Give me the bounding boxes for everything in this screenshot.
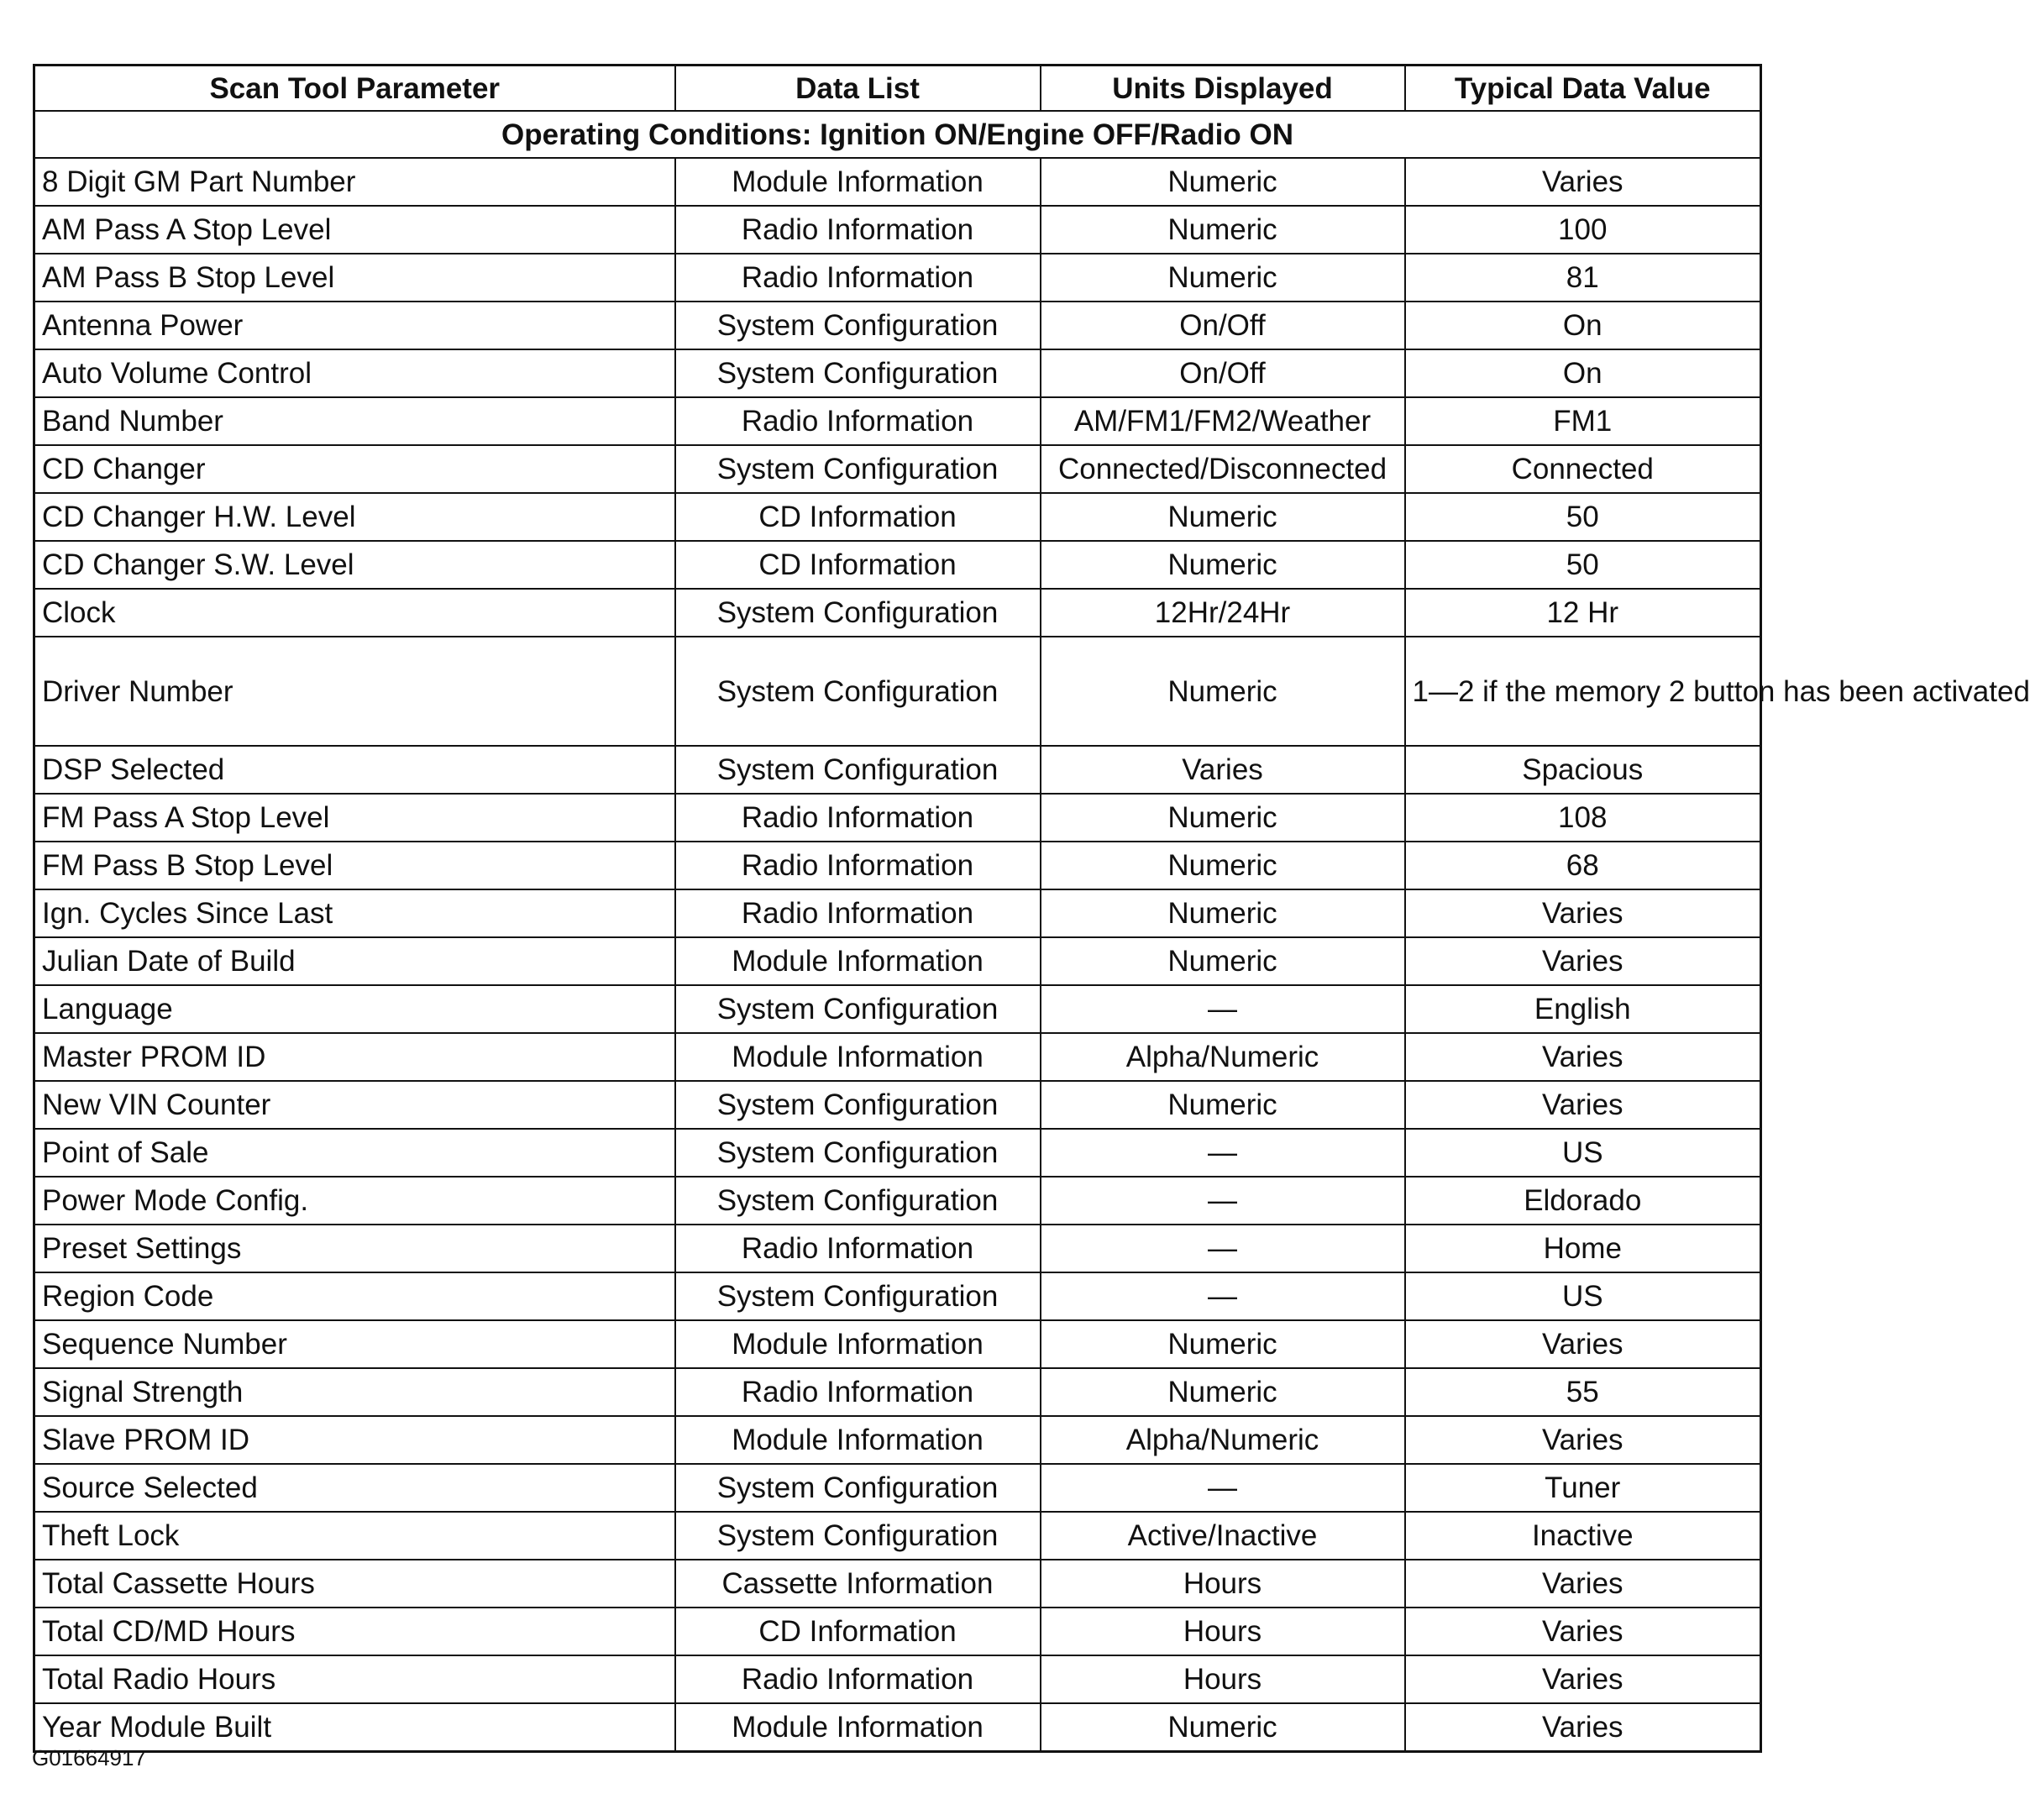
cell-units-displayed: Varies [1041,746,1405,794]
table-row [34,1416,1761,1464]
cell-parameter: AM Pass B Stop Level [34,254,675,302]
cell-typical-data-value: 68 [1405,842,1761,889]
table-row [34,1177,1761,1225]
cell-data-list: System Configuration [675,1464,1041,1512]
cell-data-list: Module Information [675,1033,1041,1081]
cell-data-list: CD Information [675,1608,1041,1655]
cell-parameter: Clock [34,589,675,637]
cell-parameter: Ign. Cycles Since Last [34,889,675,937]
table-row [34,937,1761,985]
cell-typical-data-value: 100 [1405,206,1761,254]
table-row [34,1368,1761,1416]
cell-parameter: Source Selected [34,1464,675,1512]
table-row [34,889,1761,937]
cell-typical-data-value: Varies [1405,1703,1761,1752]
table-row [34,1608,1761,1655]
cell-parameter: FM Pass A Stop Level [34,794,675,842]
table-row [34,1272,1761,1320]
table-row [34,1703,1761,1752]
table-row [34,1655,1761,1703]
table-row [34,349,1761,397]
cell-units-displayed: Numeric [1041,1368,1405,1416]
cell-parameter: Region Code [34,1272,675,1320]
cell-units-displayed: — [1041,985,1405,1033]
cell-data-list: Radio Information [675,206,1041,254]
scan-tool-data-table [33,64,2030,1753]
cell-typical-data-value: Varies [1405,1655,1761,1703]
cell-parameter: Power Mode Config. [34,1177,675,1225]
cell-parameter: 8 Digit GM Part Number [34,158,675,206]
cell-typical-data-value: Varies [1405,1033,1761,1081]
cell-typical-data-value: 12 Hr [1405,589,1761,637]
scan-tool-data-sheet [33,64,2030,1753]
cell-units-displayed: Connected/Disconnected [1041,445,1405,493]
cell-units-displayed: — [1041,1225,1405,1272]
cell-data-list: System Configuration [675,349,1041,397]
cell-data-list: Radio Information [675,889,1041,937]
cell-units-displayed: — [1041,1272,1405,1320]
cell-parameter: Master PROM ID [34,1033,675,1081]
cell-units-displayed: Alpha/Numeric [1041,1416,1405,1464]
cell-typical-data-value: 81 [1405,254,1761,302]
cell-units-displayed: Numeric [1041,889,1405,937]
table-row [34,254,1761,302]
column-header-typical-data-value: Typical Data Value [1405,66,1761,112]
table-row [34,842,1761,889]
cell-parameter: Signal Strength [34,1368,675,1416]
cell-data-list: System Configuration [675,1512,1041,1560]
cell-typical-data-value: Varies [1405,1081,1761,1129]
operating-conditions-label: Operating Conditions: Ignition ON/Engine OFF/Radio ON [34,111,1761,158]
cell-typical-data-value: Spacious [1405,746,1761,794]
cell-parameter: DSP Selected [34,746,675,794]
cell-units-displayed: Active/Inactive [1041,1512,1405,1560]
table-row [34,1560,1761,1608]
cell-parameter: CD Changer H.W. Level [34,493,675,541]
cell-data-list: Radio Information [675,397,1041,445]
table-row [34,794,1761,842]
cell-units-displayed: Numeric [1041,637,1405,746]
cell-typical-data-value: Home [1405,1225,1761,1272]
cell-parameter: Antenna Power [34,302,675,349]
cell-parameter: Year Module Built [34,1703,675,1752]
table-row [34,302,1761,349]
cell-units-displayed: Hours [1041,1560,1405,1608]
cell-parameter: Band Number [34,397,675,445]
cell-parameter: CD Changer [34,445,675,493]
cell-data-list: Cassette Information [675,1560,1041,1608]
cell-data-list: Radio Information [675,1368,1041,1416]
cell-units-displayed: — [1041,1177,1405,1225]
cell-parameter: Language [34,985,675,1033]
cell-units-displayed: Numeric [1041,158,1405,206]
cell-units-displayed: Alpha/Numeric [1041,1033,1405,1081]
cell-parameter: Sequence Number [34,1320,675,1368]
table-row [34,1512,1761,1560]
cell-units-displayed: Numeric [1041,1703,1405,1752]
table-row [34,1129,1761,1177]
cell-typical-data-value: Tuner [1405,1464,1761,1512]
table-row [34,1081,1761,1129]
cell-units-displayed: Numeric [1041,794,1405,842]
cell-typical-data-value: 108 [1405,794,1761,842]
cell-data-list: CD Information [675,493,1041,541]
cell-data-list: Radio Information [675,794,1041,842]
cell-data-list: Module Information [675,1416,1041,1464]
cell-parameter: FM Pass B Stop Level [34,842,675,889]
cell-typical-data-value: Varies [1405,1320,1761,1368]
table-row [34,746,1761,794]
cell-data-list: System Configuration [675,1177,1041,1225]
table-row [34,589,1761,637]
figure-id-label: G01664917 [32,1745,146,1770]
cell-typical-data-value: Inactive [1405,1512,1761,1560]
cell-parameter: Driver Number [34,637,675,746]
cell-typical-data-value: 1—2 if the memory 2 button has been activated [1405,637,1761,746]
cell-units-displayed: 12Hr/24Hr [1041,589,1405,637]
cell-typical-data-value: Varies [1405,937,1761,985]
cell-units-displayed: — [1041,1129,1405,1177]
cell-typical-data-value: On [1405,302,1761,349]
cell-parameter: Preset Settings [34,1225,675,1272]
cell-typical-data-value: English [1405,985,1761,1033]
cell-units-displayed: On/Off [1041,349,1405,397]
table-row [34,1320,1761,1368]
cell-parameter: AM Pass A Stop Level [34,206,675,254]
cell-units-displayed: Numeric [1041,206,1405,254]
cell-parameter: Point of Sale [34,1129,675,1177]
cell-data-list: Module Information [675,1320,1041,1368]
cell-data-list: Module Information [675,158,1041,206]
cell-parameter: Slave PROM ID [34,1416,675,1464]
cell-parameter: Auto Volume Control [34,349,675,397]
cell-data-list: Radio Information [675,842,1041,889]
column-header-units-displayed: Units Displayed [1041,66,1405,112]
cell-typical-data-value: FM1 [1405,397,1761,445]
table-header-row [34,66,1761,112]
table-row [34,1225,1761,1272]
table-row [34,397,1761,445]
cell-typical-data-value: Varies [1405,1608,1761,1655]
cell-parameter: Total Radio Hours [34,1655,675,1703]
table-row [34,158,1761,206]
cell-data-list: System Configuration [675,746,1041,794]
cell-data-list: System Configuration [675,637,1041,746]
cell-units-displayed: Hours [1041,1655,1405,1703]
cell-typical-data-value: Connected [1405,445,1761,493]
cell-data-list: Module Information [675,1703,1041,1752]
cell-data-list: System Configuration [675,1272,1041,1320]
cell-typical-data-value: Eldorado [1405,1177,1761,1225]
cell-typical-data-value: 55 [1405,1368,1761,1416]
table-row [34,1464,1761,1512]
cell-units-displayed: Numeric [1041,1320,1405,1368]
operating-conditions-row [34,111,1761,158]
cell-units-displayed: Hours [1041,1608,1405,1655]
cell-data-list: System Configuration [675,589,1041,637]
cell-typical-data-value: 50 [1405,493,1761,541]
table-row [34,493,1761,541]
cell-data-list: System Configuration [675,1081,1041,1129]
cell-data-list: System Configuration [675,1129,1041,1177]
cell-data-list: Radio Information [675,1655,1041,1703]
cell-typical-data-value: On [1405,349,1761,397]
cell-data-list: Module Information [675,937,1041,985]
cell-typical-data-value: 50 [1405,541,1761,589]
cell-units-displayed: Numeric [1041,937,1405,985]
cell-parameter: Julian Date of Build [34,937,675,985]
column-header-data-list: Data List [675,66,1041,112]
cell-data-list: System Configuration [675,302,1041,349]
cell-units-displayed: Numeric [1041,842,1405,889]
table-row [34,541,1761,589]
cell-typical-data-value: Varies [1405,1560,1761,1608]
table-row [34,1033,1761,1081]
cell-data-list: System Configuration [675,445,1041,493]
table-row [34,637,1761,746]
cell-units-displayed: Numeric [1041,1081,1405,1129]
cell-typical-data-value: Varies [1405,889,1761,937]
cell-units-displayed: Numeric [1041,493,1405,541]
cell-typical-data-value: US [1405,1129,1761,1177]
cell-typical-data-value: US [1405,1272,1761,1320]
table-row [34,445,1761,493]
cell-typical-data-value: Varies [1405,1416,1761,1464]
cell-units-displayed: On/Off [1041,302,1405,349]
cell-parameter: CD Changer S.W. Level [34,541,675,589]
column-header-scan-tool-parameter: Scan Tool Parameter [34,66,675,112]
table-row [34,985,1761,1033]
cell-data-list: System Configuration [675,985,1041,1033]
cell-units-displayed: Numeric [1041,541,1405,589]
cell-typical-data-value: Varies [1405,158,1761,206]
cell-parameter: New VIN Counter [34,1081,675,1129]
cell-units-displayed: — [1041,1464,1405,1512]
table-row [34,206,1761,254]
cell-units-displayed: AM/FM1/FM2/Weather [1041,397,1405,445]
cell-data-list: CD Information [675,541,1041,589]
cell-data-list: Radio Information [675,254,1041,302]
cell-parameter: Total CD/MD Hours [34,1608,675,1655]
cell-units-displayed: Numeric [1041,254,1405,302]
cell-data-list: Radio Information [675,1225,1041,1272]
cell-parameter: Total Cassette Hours [34,1560,675,1608]
cell-parameter: Theft Lock [34,1512,675,1560]
